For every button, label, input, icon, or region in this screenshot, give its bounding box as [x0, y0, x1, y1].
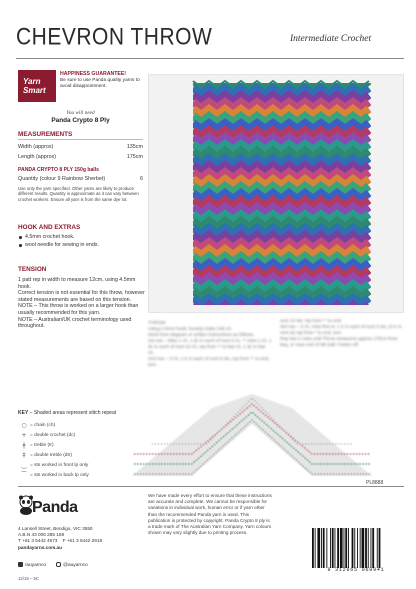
- yarn-smart-box: [18, 70, 140, 106]
- barcode-bar: [335, 528, 336, 568]
- barcode-bar: [379, 528, 381, 568]
- barcode-bar: [317, 528, 320, 568]
- key-heading-text: – Shaded areas represent stitch repeat: [28, 410, 117, 416]
- phone: T +61 3 5442 4673: [18, 538, 58, 544]
- barcode-bar: [332, 528, 334, 568]
- instagram-handle: @auyarnco: [63, 563, 88, 568]
- barcode-bar: [323, 528, 325, 568]
- instagram-link[interactable]: [56, 562, 88, 568]
- happiness-guarantee-text: Be sure to use Panda quality yarns to avoid disappointment.: [60, 78, 140, 89]
- tension-paragraph: 1 patt rep in width to measure 12cm, using 4.5mm hook.: [18, 277, 136, 290]
- throw-photo: [148, 74, 404, 313]
- facebook-icon: [18, 562, 23, 567]
- tension-text: [18, 277, 146, 330]
- key-heading-label: KEY: [18, 410, 29, 416]
- yarn-smart-badge-line1: Yarn: [23, 77, 41, 86]
- yarn-quantity-heading: PANDA CRYPTO 8 PLY 150g balls: [18, 167, 99, 173]
- measurement-row: [18, 144, 143, 150]
- barcode-bar: [348, 528, 349, 568]
- barcode-bar: [330, 528, 331, 568]
- print-date: 12/19 – 5C: [18, 576, 40, 581]
- facebook-link[interactable]: [18, 562, 46, 568]
- barcode: [310, 528, 402, 568]
- throw-stripe: [193, 305, 369, 311]
- website-link[interactable]: [18, 545, 168, 551]
- fax: F +61 3 5442 2918: [62, 538, 103, 544]
- tension-heading: TENSION: [18, 266, 47, 273]
- yarn-name: Panda Crypto 8 Ply: [51, 117, 110, 124]
- yarn-note: Use only the yarn specified. Other yarns are likely to produce different results. Quantity is approximate as it can vary between crochet workers. Ensure all yarn is from the same dye lot.: [18, 186, 139, 202]
- panda-logo: [18, 493, 78, 525]
- front-loop-symbol-icon: ‿: [21, 461, 27, 469]
- barcode-bar: [354, 528, 355, 568]
- barcode-bar: [362, 528, 365, 568]
- barcode-bar: [360, 528, 361, 568]
- footer-divider: [18, 486, 404, 487]
- quantity-row: [18, 176, 143, 182]
- barcode-image: [310, 528, 402, 568]
- barcode-bar: [345, 528, 347, 568]
- measurement-row: [18, 154, 143, 160]
- happiness-guarantee-heading: HAPPINESS GUARANTEE!: [60, 71, 127, 77]
- hook-extras-heading: HOOK AND EXTRAS: [18, 224, 81, 231]
- double-crochet-symbol-icon: +: [21, 431, 27, 439]
- measurements-heading: MEASUREMENTS: [18, 131, 73, 138]
- key-label: = double crochet (dc): [30, 432, 76, 438]
- panda-logo-text: Panda: [32, 499, 78, 516]
- you-will-need-label: You will need: [66, 110, 95, 116]
- yarn-smart-badge: [18, 70, 56, 102]
- throw-blanket: [193, 81, 369, 311]
- list-item: 4.5mm crochet hook.: [18, 233, 143, 241]
- list-item: wool needle for sewing in ends.: [18, 241, 143, 249]
- double-treble-symbol-icon: ‡: [22, 451, 26, 459]
- measurement-value: 175cm: [126, 154, 143, 160]
- facebook-handle: /auyarnco: [25, 563, 47, 568]
- tension-paragraph: Correct tension is not essential for this throw, however stated measurements are based on this tension.: [18, 290, 145, 303]
- measurement-label: Width (approx): [18, 144, 54, 150]
- barcode-bar: [372, 528, 374, 568]
- barcode-bar: [315, 528, 316, 568]
- barcode-bar: [352, 528, 354, 568]
- key-label: = chain (ch): [30, 422, 56, 428]
- pattern-instructions-right: next 10 sts, rep from ** to end. 3rd row – 3 ch, miss first st, 1 tr in each of next 4 sts, (3 tr in next st) rep from * to end, turn. Rep last 2 rows until Throw measures approx 175cm from beg, or near end of 6th ball. Fasten off.: [280, 318, 402, 347]
- stitch-diagram: [112, 394, 404, 484]
- barcode-bar: [340, 528, 343, 568]
- barcode-bar: [337, 528, 339, 568]
- barcode-bar: [326, 528, 327, 568]
- measurement-label: Length (approx): [18, 154, 57, 160]
- barcode-bar: [312, 528, 314, 568]
- tension-paragraph: NOTE – This throw is worked on a larger hook than usually recommended for this yarn.: [18, 303, 139, 316]
- treble-symbol-icon: ǂ: [22, 441, 26, 449]
- barcode-bar: [365, 528, 367, 568]
- key-label: = double treble (dtr): [30, 452, 72, 458]
- tension-paragraph: NOTE – Australian/UK crochet terminology used throughout.: [18, 316, 132, 330]
- back-loop-symbol-icon: ⁀: [21, 471, 27, 479]
- instagram-icon: [56, 562, 61, 567]
- pattern-code: PL8888: [366, 480, 384, 486]
- abn-line: A.B.N 43 006 285 169: [18, 532, 65, 538]
- barcode-bar: [371, 528, 372, 568]
- quantity-value: 6: [140, 176, 143, 182]
- legal-disclaimer: We have made every effort to ensure that these instructions are accurate and complete. We cannot be responsible for variations in individual work, human error or if yarn other than the recommended Panda yarn is used. This publication is protected by copyright. Panda Crypto 8 ply is a trade mark of The Australian Yarn Company. Yarn colours shown may vary slightly due to printing process.: [148, 493, 272, 536]
- page-title: CHEVRON THROW: [16, 24, 213, 51]
- measurement-value: 135cm: [126, 144, 143, 150]
- company-address: [18, 526, 168, 551]
- measurements-divider: [18, 139, 143, 140]
- barcode-number: 9 312065 068941: [327, 567, 385, 573]
- barcode-bar: [357, 528, 358, 568]
- difficulty-level: Intermediate Crochet: [290, 34, 372, 44]
- barcode-bar: [344, 528, 345, 568]
- yarn-smart-badge-line2: Smart: [23, 86, 46, 95]
- website-text: pandayarns.com.au: [18, 544, 63, 550]
- key-label: = sts worked in front lp only: [30, 462, 89, 468]
- social-links: [18, 562, 88, 568]
- throw-image: [149, 75, 403, 312]
- key-label: = sts worked in back lp only: [30, 472, 89, 478]
- hook-extras-list: [18, 233, 143, 249]
- pattern-instructions-left: THROW Using 4.5mm hook, loosely make 248 ch. Work from diagram or written instructions as follows. 1st row – Miss 1 ch, 1 dc in each of next 9 ch, ** miss 1 ch, 1 dc in each of next 10 ch, rep from ** to last ch, 1 dc in last ch. 2nd row – 3 ch, 1 tr in each of next 9 sts, rep from ** to end, turn.: [148, 320, 272, 367]
- key-label: = treble (tr): [30, 442, 54, 448]
- address-line: 4 Lansell Street, Bendigo, VIC 3550: [18, 526, 93, 531]
- key-heading: [18, 410, 116, 416]
- barcode-bar: [321, 528, 322, 568]
- chain-symbol-icon: ○: [21, 421, 27, 429]
- stitch-diagram-image: [112, 394, 404, 484]
- header-divider: [16, 58, 404, 59]
- quantity-label: Quantity (colour 9 Rainbow Sherbet): [18, 176, 106, 182]
- barcode-bar: [377, 528, 378, 568]
- barcode-bar: [368, 528, 369, 568]
